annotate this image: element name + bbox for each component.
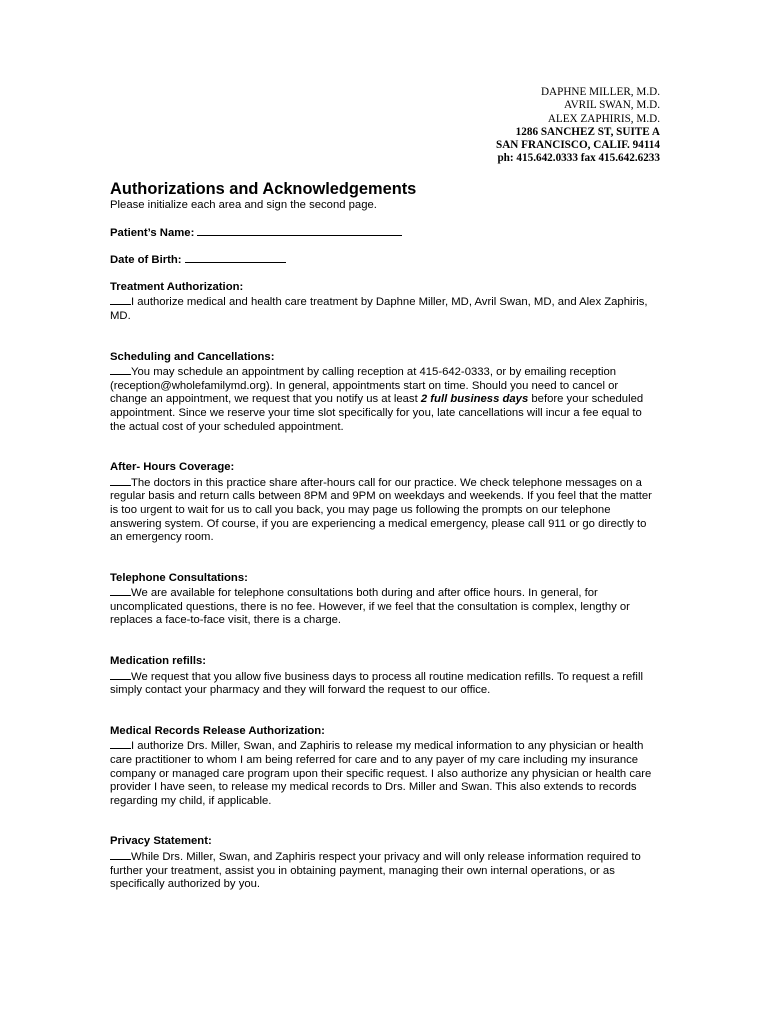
initials-blank-records[interactable]: [110, 738, 131, 749]
letterhead-address-street: 1286 SANCHEZ ST, SUITE A: [515, 125, 660, 138]
section-treatment: [110, 281, 658, 324]
initials-blank-privacy[interactable]: [110, 849, 131, 860]
section-title-scheduling: Scheduling and Cancellations:: [110, 350, 275, 363]
patient-name-label: Patient’s Name:: [110, 226, 195, 239]
letterhead-doctor-2: AVRIL SWAN, M.D.: [563, 99, 660, 112]
initials-blank-treatment[interactable]: [110, 294, 131, 305]
section-refills: [110, 655, 658, 698]
section-title-treatment: Treatment Authorization:: [110, 280, 244, 293]
treatment-text: I authorize medical and health care treatment by Daphne Miller, MD, Avril Swan, MD, and Alex Zaphiris, MD.: [110, 296, 648, 322]
dob-blank[interactable]: [185, 252, 286, 263]
section-title-privacy: Privacy Statement:: [110, 835, 212, 848]
section-text-treatment: [110, 294, 658, 323]
section-privacy: [110, 835, 658, 891]
section-scheduling: [110, 351, 658, 435]
patient-name-blank[interactable]: [197, 225, 402, 236]
section-title-records: Medical Records Release Authorization:: [110, 724, 325, 737]
section-title-refills: Medication refills:: [110, 655, 207, 668]
document-body: [110, 179, 658, 892]
letterhead-address-city: SAN FRANCISCO, CALIF. 94114: [495, 139, 660, 152]
scheduling-text-after: before your scheduled appointment. Since we reserve your time slot specifically for you, late cancellations will incur a fee equal to the actual cost of your scheduled appointment.: [110, 393, 644, 433]
letterhead-phone: ph: 415.642.0333 fax 415.642.6233: [497, 152, 660, 165]
section-title-telephone: Telephone Consultations:: [110, 571, 248, 584]
letterhead: [496, 86, 660, 166]
privacy-text: While Drs. Miller, Swan, and Zaphiris respect your privacy and will only release information required to further your treatment, assist you in obtaining payment, managing their own internal operations, or as specifically authorized by you.: [110, 851, 641, 891]
section-title-after-hours: After- Hours Coverage:: [110, 461, 235, 474]
section-text-scheduling: [110, 364, 658, 434]
section-records: [110, 725, 658, 809]
records-text: I authorize Drs. Miller, Swan, and Zaphiris to release my medical information to any physician or health care practitioner to whom I am being referred for care and to any payer of my care including my insurance company or managed care program upon their specific request. I also authorize any physician or health care provider I have seen, to release my medical records to Drs. Miller and Swan. This also extends to records regarding my child, if applicable.: [110, 740, 652, 807]
section-text-after-hours: [110, 475, 658, 545]
section-text-records: [110, 738, 658, 808]
telephone-text: We are available for telephone consultations both during and after office hours. In general, for uncomplicated questions, there is no fee. However, if we feel that the consultation is complex, lengthy or replaces a face-to-face visit, there is a charge.: [110, 587, 630, 627]
dob-label: Date of Birth:: [110, 254, 182, 267]
section-after-hours: [110, 461, 658, 545]
patient-name-field: [110, 225, 658, 241]
section-text-privacy: [110, 849, 658, 892]
scheduling-emphasis: 2 full business days: [420, 393, 529, 406]
section-text-refills: [110, 669, 658, 698]
document-title: Authorizations and Acknowledgements: [110, 180, 417, 198]
initials-blank-after-hours[interactable]: [110, 475, 131, 486]
after-hours-text: The doctors in this practice share after-hours call for our practice. We check telephone messages on a regular basis and return calls between 8PM and 9PM on weekdays and weekends. If you feel that the matter is too urgent to wait for us to call you back, you may page us following the prompts on our telephone answering system. Of course, if you are experiencing a medical emergency, please call 911 or go directly to an emergency room.: [110, 476, 652, 544]
document-subtitle: Please initialize each area and sign the second page.: [110, 199, 377, 211]
refills-text: We request that you allow five business days to process all routine medication refills. To request a refill simply contact your pharmacy and they will forward the request to our office.: [110, 670, 643, 697]
letterhead-doctor-1: DAPHNE MILLER, M.D.: [540, 86, 660, 98]
section-telephone: [110, 572, 658, 628]
letterhead-doctor-3: ALEX ZAPHIRIS, M.D.: [547, 112, 660, 125]
scheduling-text-before: You may schedule an appointment by calling reception at 415-642-0333, or by emailing reception (reception@wholefamilymd.org). In general, appointments start on time. Should you need to cancel or change an appointment, we request that you notify us at least: [110, 366, 619, 406]
section-text-telephone: [110, 585, 658, 628]
initials-blank-telephone[interactable]: [110, 585, 131, 596]
initials-blank-refills[interactable]: [110, 669, 131, 680]
dob-field: [110, 252, 658, 268]
initials-blank-scheduling[interactable]: [110, 364, 131, 375]
